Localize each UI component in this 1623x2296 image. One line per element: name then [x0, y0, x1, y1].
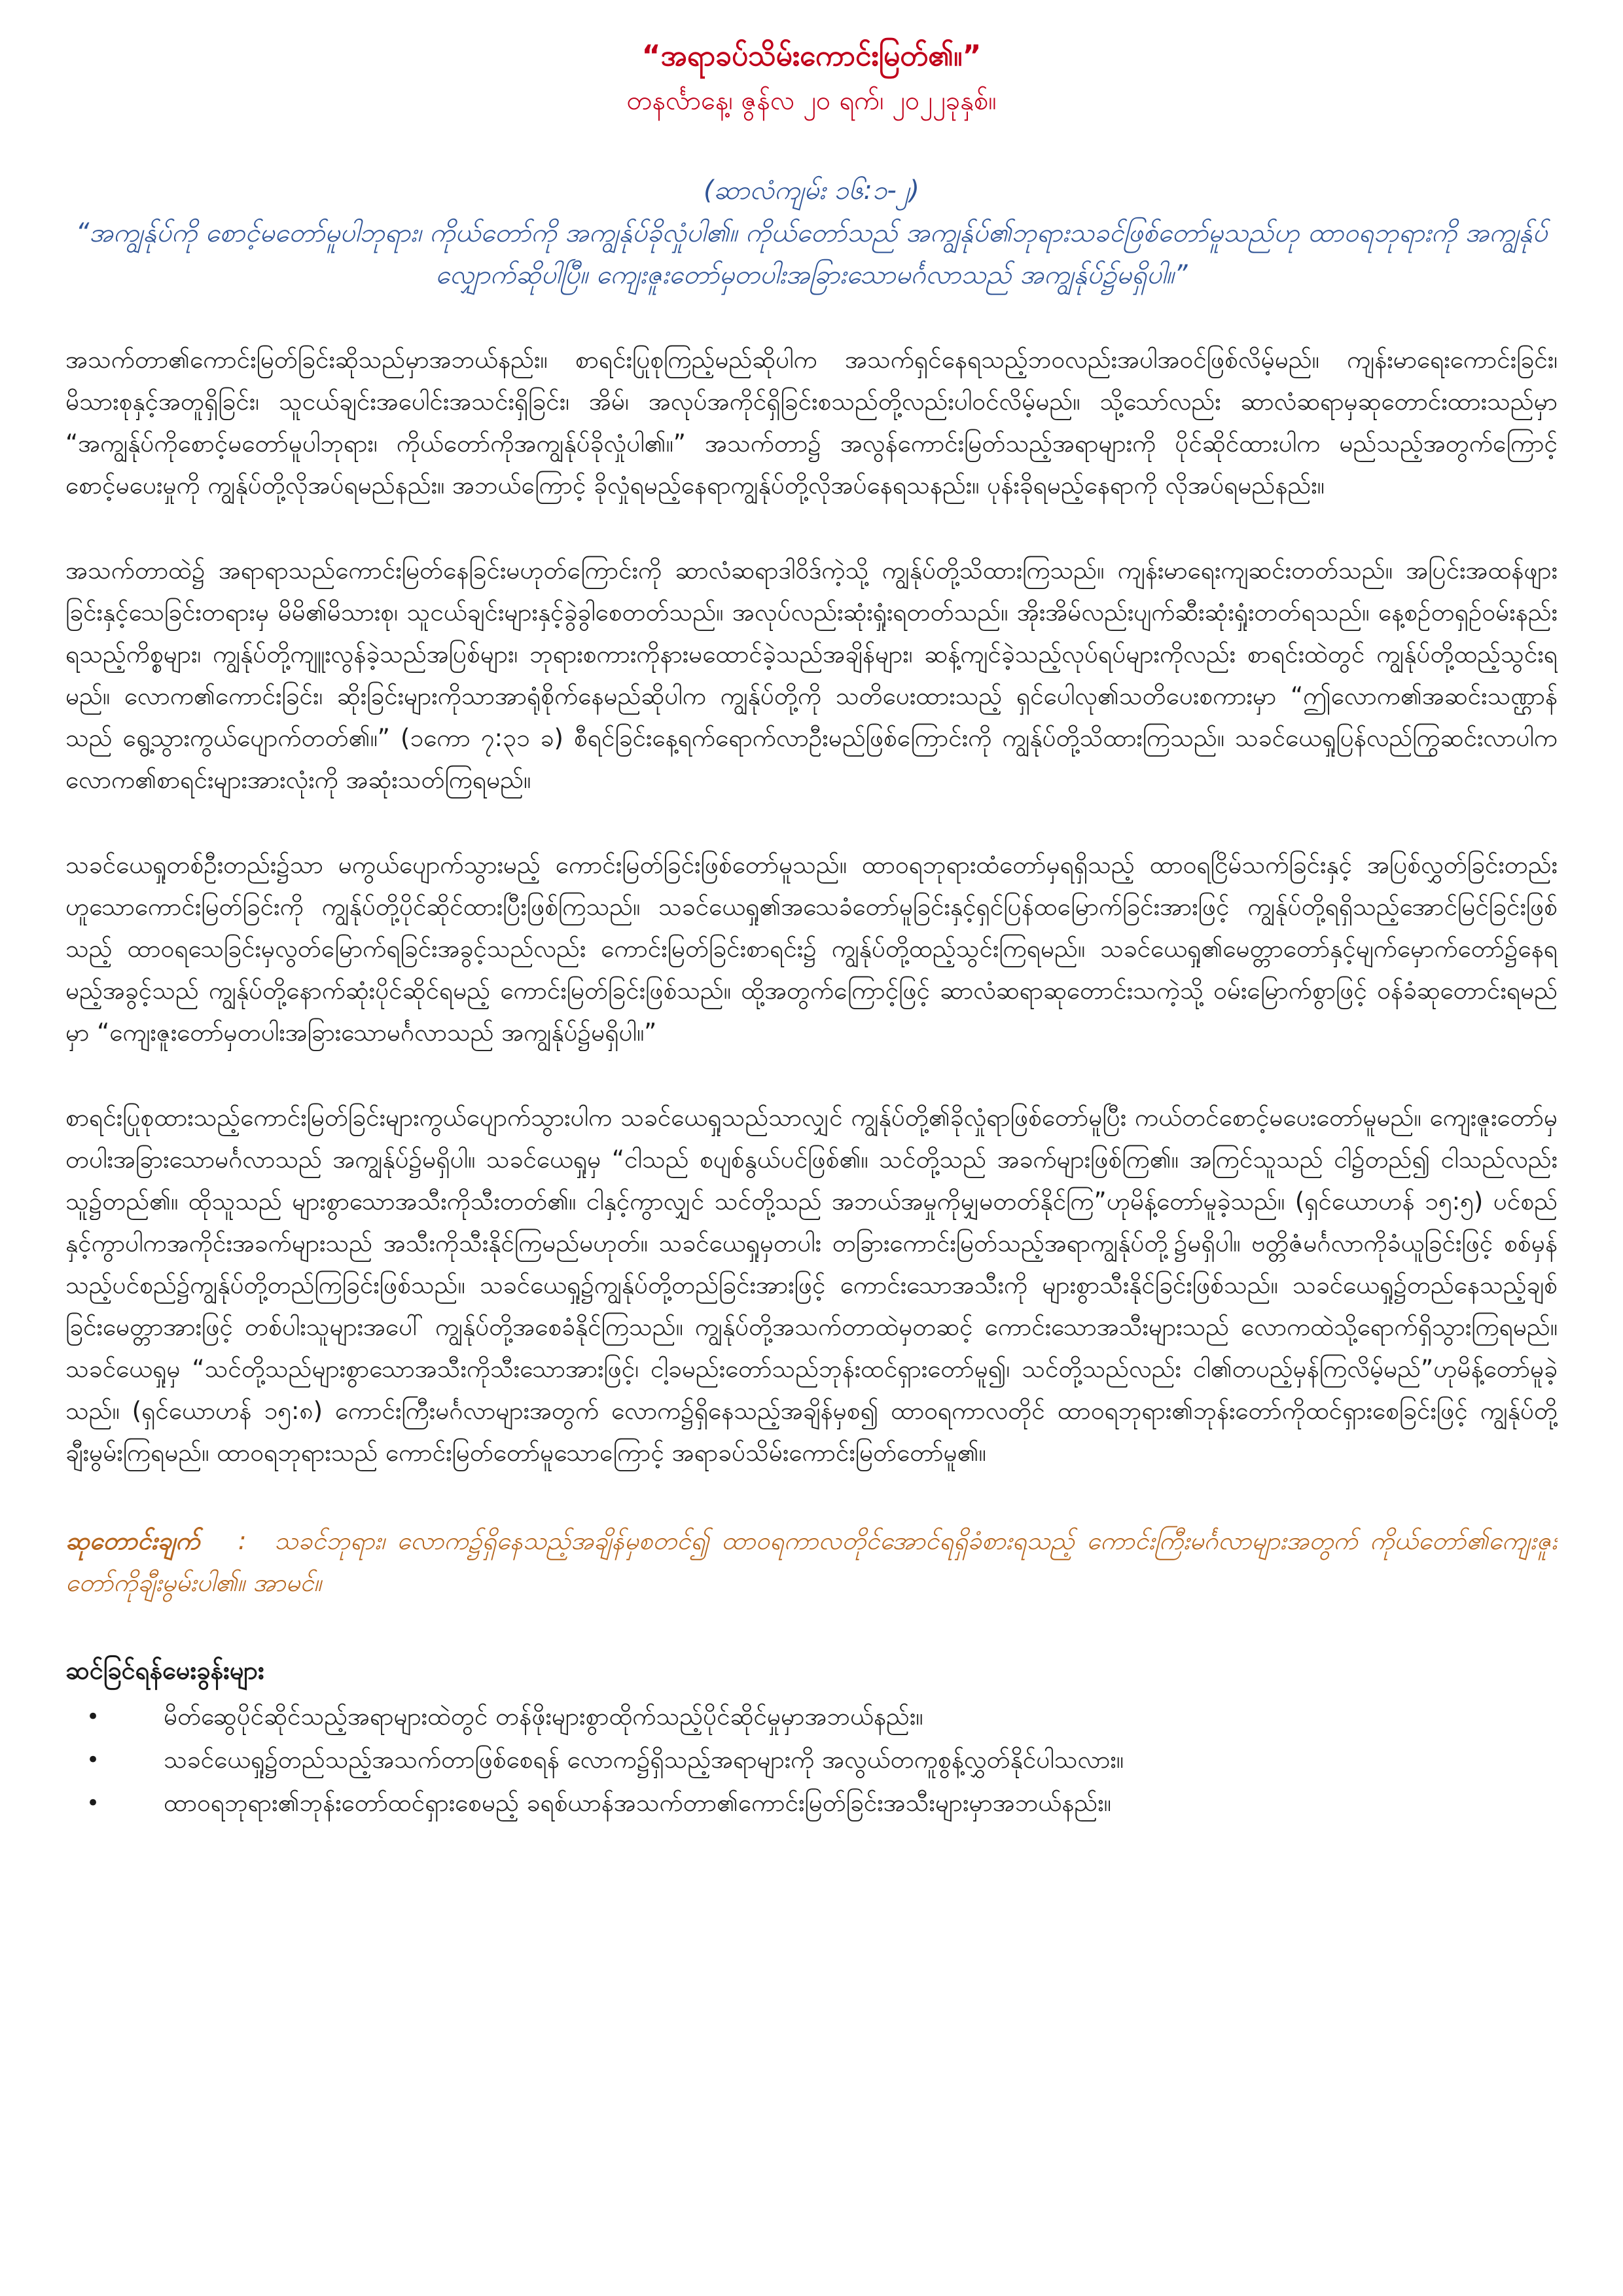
discussion-heading: ဆင်ခြင်ရန်မေးခွန်းများ [65, 1656, 264, 1685]
body-paragraph-1: အသက်တာ၏ကောင်းမြတ်ခြင်းဆိုသည်မှာအဘယ်နည်း။ စာရင်းပြုစုကြည့်မည်ဆိုပါက အသက်ရှင်နေရသည့်ဘဝလည်းအပါအဝင်ဖြစ်လိမ့်မည်။ ကျန်းမာရေးကောင်းခြင်း၊ မိသားစုနှင့်အတူရှိခြင်း၊ သူငယ်ချင်းအပေါင်းအသင်းရှိခြင်း၊ အိမ်၊ အလုပ်အကိုင်ရှိခြင်းစသည်တို့လည်းပါဝင်လိမ့်မည်။ သို့သော်လည်း ဆာလံဆရာမှဆုတောင်းထားသည်မှာ “အကျွန်ုပ်ကိုစောင့်မတော်မူပါဘုရား၊ ကိုယ်တော်ကိုအကျွန်ုပ်ခိုလှုံပါ၏။” အသက်တာ၌ အလွန်ကောင်းမြတ်သည့်အရာများကို ပိုင်ဆိုင်ထားပါက မည်သည့်အတွက်ကြောင့်စောင့်မပေးမှုကို ကျွန်ုပ်တို့လိုအပ်ရမည်နည်း။ အဘယ်ကြောင့် ခိုလှုံရမည့်နေရာကျွန်ုပ်တို့လိုအပ်နေရသနည်း။ ပုန်းခိုရမည့်နေရာကို လိုအပ်ရမည်နည်း။ [65, 346, 1558, 499]
devotion-date: တနင်္လာနေ့၊ ဇွန်လ ၂၀ ရက်၊ ၂၀၂၂ခုနှစ်။ [626, 86, 997, 116]
body-paragraph-3: သခင်ယေရှုတစ်ဦးတည်း၌သာ မကွယ်ပျောက်သွားမည့် ကောင်းမြတ်ခြင်းဖြစ်တော်မူသည်။ ထာဝရဘုရားထံတော်မှရရှိသည့် ထာဝရငြိမ်သက်ခြင်းနှင့် အပြစ်လွှတ်ခြင်းတည်းဟူသောကောင်းမြတ်ခြင်းကို ကျွန်ုပ်တို့ပိုင်ဆိုင်ထားပြီးဖြစ်ကြသည်။ သခင်ယေရှု၏အသေခံတော်မူခြင်းနှင့်ရှင်ပြန်ထမြောက်ခြင်းအားဖြင့် ကျွန်ုပ်တို့ရရှိသည့်အောင်မြင်ခြင်းဖြစ်သည့် ထာဝရသေခြင်းမှလွတ်မြောက်ရခြင်းအခွင့်သည်လည်း ကောင်းမြတ်ခြင်းစာရင်း၌ ကျွန်ုပ်တို့ထည့်သွင်းကြရမည်။ သခင်ယေရှု၏မေတ္တာတော်နှင့်မျက်မှောက်တော်၌နေရမည့်အခွင့်သည် ကျွန်ုပ်တို့နောက်ဆုံးပိုင်ဆိုင်ရမည့် ကောင်းမြတ်ခြင်းဖြစ်သည်။ ထို့အတွက်ကြောင့်ဖြင့် ဆာလံဆရာဆုတောင်းသကဲ့သို့ ဝမ်းမြောက်စွာဖြင့် ဝန်ခံဆုတောင်းရမည်မှာ “ကျေးဇူးတော်မှတပါးအခြားသောမင်္ဂလာသည် အကျွန်ုပ်၌မရှိပါ။” [65, 851, 1558, 1047]
discussion-list [65, 1695, 1558, 1825]
list-item [65, 1782, 1558, 1825]
document-page [65, 26, 1558, 2271]
question-text: ထာဝရဘုရား၏ဘုန်းတော်ထင်ရှားစေမည့် ခရစ်ယာန်အသက်တာ၏ကောင်းမြတ်ခြင်းအသီးများမှာအဘယ်နည်း။ [164, 1789, 1111, 1817]
verse-reference: (ဆာလံကျမ်း ၁၆:၁-၂) [703, 175, 920, 206]
prayer-label: ဆုတောင်းချက် [65, 1526, 200, 1555]
devotion-title: “အရာခပ်သိမ်းကောင်းမြတ်၏။” [641, 39, 982, 73]
question-text: မိတ်ဆွေပိုင်ဆိုင်သည့်အရာများထဲတွင် တန်ဖိုးများစွာထိုက်သည့်ပိုင်ဆိုင်မှုမှာအဘယ်နည်း။ [164, 1702, 923, 1731]
list-item [65, 1738, 1558, 1782]
verse-text: “အကျွန်ုပ်ကို စောင့်မတော်မူပါဘုရား၊ ကိုယ်တော်ကို အကျွန်ုပ်ခိုလှုံပါ၏။ ကိုယ်တော်သည် အကျွန်ုပ်၏ဘုရားသခင်ဖြစ်တော်မူသည်ဟု ထာဝရဘုရားကို အကျွန်ုပ်လျှောက်ဆိုပါပြီ။ ကျေးဇူးတော်မှတပါးအခြားသောမင်္ဂလာသည် အကျွန်ုပ်၌မရှိပါ။” [75, 218, 1548, 290]
question-text: သခင်ယေရှု၌တည်သည့်အသက်တာဖြစ်စေရန် လောက၌ရှိသည့်အရာများကို အလွယ်တကူစွန့်လွှတ်နိုင်ပါသလား။ [164, 1746, 1124, 1774]
bullet-icon: • [86, 1790, 100, 1816]
prayer-paragraph [65, 1520, 1558, 1604]
prayer-separator: : [238, 1526, 247, 1555]
body-paragraph-2: အသက်တာထဲ၌ အရာရာသည်ကောင်းမြတ်နေခြင်းမဟုတ်ကြောင်းကို ဆာလံဆရာဒါဝိဒ်ကဲ့သို့ ကျွန်ုပ်တို့သိထားကြသည်။ ကျန်းမာရေးကျဆင်းတတ်သည်။ အပြင်းအထန်ဖျားခြင်းနှင့်သေခြင်းတရားမှ မိမိ၏မိသားစု၊ သူငယ်ချင်းများနှင့်ခွဲခွါစေတတ်သည်။ အလုပ်လည်းဆုံးရှုံးရတတ်သည်။ အိုးအိမ်လည်းပျက်ဆီးဆုံးရှုံးတတ်ရသည်။ နေ့စဉ်တရှဉ်ဝမ်းနည်းရသည့်ကိစ္စများ၊ ကျွန်ုပ်တို့ကျူးလွန်ခဲ့သည်အပြစ်များ၊ ဘုရားစကားကိုနားမထောင်ခဲ့သည်အချိန်များ၊ ဆန့်ကျင်ခဲ့သည့်လုပ်ရပ်များကိုလည်း စာရင်းထဲတွင် ကျွန်ုပ်တို့ထည့်သွင်းရမည်။ လောက၏ကောင်းခြင်း၊ ဆိုးခြင်းများကိုသာအာရုံစိုက်နေမည်ဆိုပါက ကျွန်ုပ်တို့ကို သတိပေးထားသည့် ရှင်ပေါလု၏သတိပေးစကားမှာ “ဤလောက၏အဆင်းသဏ္ဌာန်သည် ရွေ့သွားကွယ်ပျောက်တတ်၏။” (၁ကော ၇:၃၁ ခ) စီရင်ခြင်းနေ့ရက်ရောက်လာဦးမည်ဖြစ်ကြောင်းကို ကျွန်ုပ်တို့သိထားကြသည်။ သခင်ယေရှုပြန်လည်ကြွဆင်းလာပါက လောက၏စာရင်းများအားလုံးကို အဆုံးသတ်ကြရမည်။ [65, 556, 1558, 794]
bullet-icon: • [86, 1704, 100, 1730]
list-item [65, 1695, 1558, 1738]
prayer-text: သခင်ဘုရား၊ လောက၌ရှိနေသည့်အချိန်မှစတင်၍ ထာဝရကာလတိုင်အောင်ရရှိခံစားရသည့် ကောင်းကြီးမင်္ဂလာများအတွက် ကိုယ်တော်၏ကျေးဇူးတော်ကိုချီးမွမ်းပါ၏။ အာမင်။ [65, 1526, 1558, 1597]
bullet-icon: • [86, 1747, 100, 1773]
body-paragraph-4: စာရင်းပြုစုထားသည့်ကောင်းမြတ်ခြင်းများကွယ်ပျောက်သွားပါက သခင်ယေရှုသည်သာလျှင် ကျွန်ုပ်တို့၏ခိုလှုံရာဖြစ်တော်မူပြီး ကယ်တင်စောင့်မပေးတော်မူမည်။ ကျေးဇူးတော်မှတပါးအခြားသောမင်္ဂလာသည် အကျွန်ုပ်၌မရှိပါ။ သခင်ယေရှုမှ “ငါသည် စပျစ်နွယ်ပင်ဖြစ်၏။ သင်တို့သည် အခက်များဖြစ်ကြ၏။ အကြင်သူသည် ငါ၌တည်၍ ငါသည်လည်းသူ၌တည်၏။ ထိုသူသည် များစွာသောအသီးကိုသီးတတ်၏။ ငါနှင့်ကွာလျှင် သင်တို့သည် အဘယ်အမှုကိုမျှမတတ်နိုင်ကြ”ဟုမိန့်တော်မူခဲ့သည်။ (ရှင်ယောဟန် ၁၅:၅) ပင်စည်နှင့်ကွာပါကအကိုင်းအခက်များသည် အသီးကိုသီးနိုင်ကြမည်မဟုတ်။ သခင်ယေရှုမှတပါး တခြားကောင်းမြတ်သည့်အရာကျွန်ုပ်တို့၌မရှိပါ။ ဗတ္တိဇံမင်္ဂလာကိုခံယူခြင်းဖြင့် စစ်မှန်သည့်ပင်စည်၌ကျွန်ုပ်တို့တည်ကြခြင်းဖြစ်သည်။ သခင်ယေရှု၌ကျွန်ုပ်တို့တည်ခြင်းအားဖြင့် ကောင်းသောအသီးကို များစွာသီးနိုင်ခြင်းဖြစ်သည်။ သခင်ယေရှု၌တည်နေသည့်ချစ်ခြင်းမေတ္တာအားဖြင့် တစ်ပါးသူများအပေါ် ကျွန်ုပ်တို့အစေခံနိုင်ကြသည်။ ကျွန်ုပ်တို့အသက်တာထဲမှတဆင့် ကောင်းသောအသီးများသည် လောကထဲသို့ရောက်ရှိသွားကြရမည်။ သခင်ယေရှုမှ “သင်တို့သည်များစွာသောအသီးကိုသီးသောအားဖြင့်၊ ငါ့ခမည်းတော်သည်ဘုန်းထင်ရှားတော်မူ၍၊ သင်တို့သည်လည်း ငါ၏တပည့်မှန်ကြလိမ့်မည်”ဟုမိန့်တော်မူခဲ့သည်။ (ရှင်ယောဟန် ၁၅:၈) ကောင်းကြီးမင်္ဂလာများအတွက် လောက၌ရှိနေသည့်အချိန်မှစ၍ ထာဝရကာလတိုင် ထာဝရဘုရား၏ဘုန်းတော်ကိုထင်ရှားစေခြင်းဖြင့် ကျွန်ုပ်တို့ချီးမွမ်းကြရမည်။ ထာဝရဘုရားသည် ကောင်းမြတ်တော်မူသောကြောင့် အရာခပ်သိမ်းကောင်းမြတ်တော်မူ၏။ [65, 1103, 1558, 1467]
